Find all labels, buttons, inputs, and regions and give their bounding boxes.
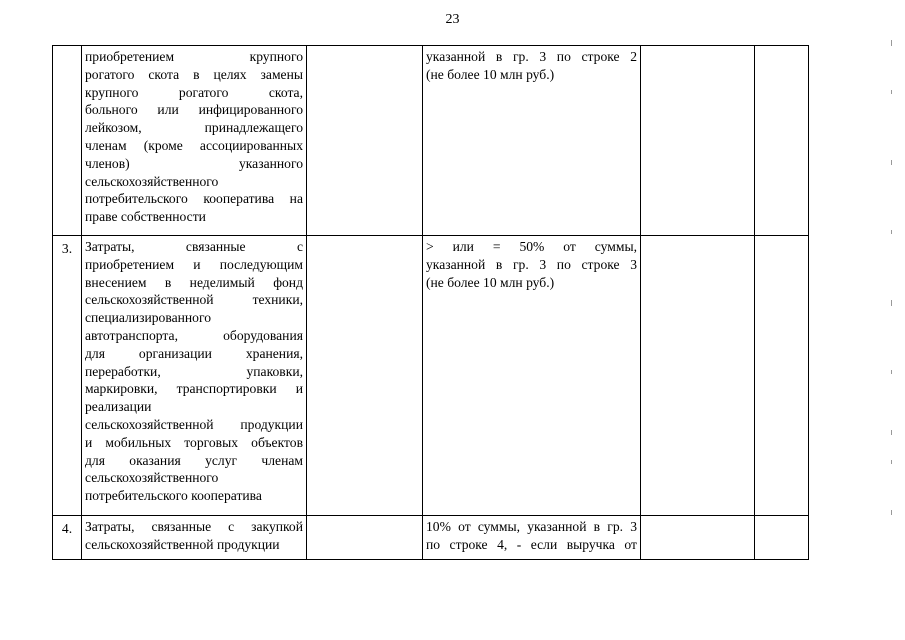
condition-line: указанной в гр. 3 по строке 2 — [426, 49, 637, 64]
condition-line: (не более 10 млн руб.) — [426, 66, 555, 82]
description-line: потребительского кооператива на — [85, 191, 303, 207]
scan-mark — [891, 160, 892, 165]
description-line: приобретением крупного — [85, 49, 303, 64]
description-line: больного или инфицированного — [85, 102, 303, 118]
description-line: крупного рогатого скота, — [85, 84, 303, 100]
scan-mark — [891, 40, 892, 46]
empty-cell — [307, 46, 423, 236]
description-line: сельскохозяйственного — [85, 173, 219, 189]
table-row — [53, 516, 809, 560]
empty-cell — [755, 516, 809, 560]
description-line: переработки, упаковки, — [85, 363, 303, 379]
description-line: потребительского кооператива — [85, 488, 262, 504]
description-line: сельскохозяйственной продукции — [85, 536, 280, 552]
condition-line: (не более 10 млн руб.) — [426, 274, 555, 290]
table-row — [53, 236, 809, 516]
empty-cell — [755, 46, 809, 236]
scan-mark — [891, 510, 892, 515]
description-line: реализации — [85, 399, 152, 415]
description-line: рогатого скота в целях замены — [85, 66, 303, 82]
description-line: сельскохозяйственного — [85, 470, 219, 486]
description-line: членам (кроме ассоциированных — [85, 137, 303, 153]
empty-cell — [755, 236, 809, 516]
description-line: автотранспорта, оборудования — [85, 327, 303, 343]
description-line: для организации хранения, — [85, 345, 303, 361]
row-number-cell: 3. — [53, 236, 82, 516]
condition-line: 10% от суммы, указанной в гр. 3 — [426, 519, 637, 534]
expense-description-cell — [82, 516, 307, 560]
page-number: 23 — [445, 12, 460, 27]
table-row — [53, 46, 809, 236]
scan-mark — [891, 300, 892, 306]
description-line: и мобильных торговых объектов — [85, 434, 303, 450]
condition-cell — [423, 236, 641, 516]
scan-mark — [891, 460, 892, 464]
description-line: для оказания услуг членам — [85, 452, 303, 468]
description-line: сельскохозяйственной продукции — [85, 416, 303, 432]
scan-mark — [891, 430, 892, 435]
empty-cell — [641, 236, 755, 516]
scan-mark — [891, 90, 892, 94]
scan-mark — [891, 370, 892, 374]
empty-cell — [307, 516, 423, 560]
row-number-cell: 4. — [53, 516, 82, 560]
scan-mark — [891, 230, 892, 234]
description-line: приобретением и последующим — [85, 256, 303, 272]
description-line: праве собственности — [85, 209, 206, 225]
description-line: внесением в неделимый фонд — [85, 274, 303, 290]
condition-cell — [423, 516, 641, 560]
subsidy-table — [52, 45, 809, 560]
description-line: Затраты, связанные с — [85, 239, 303, 254]
condition-line: указанной в гр. 3 по строке 3 — [426, 256, 637, 272]
condition-cell — [423, 46, 641, 236]
condition-line: по строке 4, - если выручка от — [426, 536, 637, 552]
empty-cell — [307, 236, 423, 516]
description-line: членов) указанного — [85, 155, 303, 171]
condition-line: > или = 50% от суммы, — [426, 239, 637, 254]
empty-cell — [641, 46, 755, 236]
description-line: маркировки, транспортировки и — [85, 381, 303, 397]
description-line: лейкозом, принадлежащего — [85, 120, 303, 136]
empty-cell — [641, 516, 755, 560]
description-line: Затраты, связанные с закупкой — [85, 519, 303, 534]
row-number-cell — [53, 46, 82, 236]
expense-description-cell — [82, 236, 307, 516]
description-line: сельскохозяйственной техники, — [85, 292, 303, 308]
expense-description-cell — [82, 46, 307, 236]
description-line: специализированного — [85, 310, 211, 326]
scan-edge-artifacts — [891, 30, 895, 550]
